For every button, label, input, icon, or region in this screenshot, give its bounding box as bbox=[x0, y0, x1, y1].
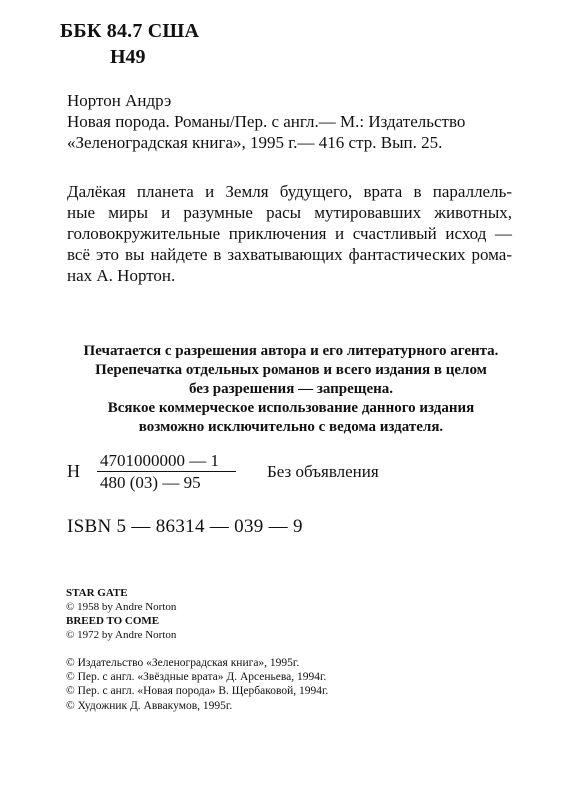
publication-code-letter: Н bbox=[67, 461, 80, 481]
annotation bbox=[67, 181, 512, 286]
author-name: Нортон Андрэ bbox=[67, 91, 172, 110]
original-copyright: © 1972 by Andre Norton bbox=[66, 629, 177, 641]
publication-code-denominator: 480 (03) — 95 bbox=[100, 473, 201, 492]
annotation-line: головокружительные приключения и счастливый исход — bbox=[67, 224, 512, 243]
annotation-line: Далёкая планета и Земля будущего, врата в параллель- bbox=[67, 182, 512, 201]
copyright-line: © Пер. с англ. «Новая порода» В. Щербаковой, 1994г. bbox=[66, 685, 329, 698]
notice-line: Печатается с разрешения автора и его литературного агента. bbox=[83, 343, 499, 359]
rights-notice bbox=[66, 342, 516, 437]
notice-line: возможно исключительно с ведома издателя. bbox=[138, 419, 444, 435]
copyright-line: © Издательство «Зеленоградская книга», 1995г. bbox=[66, 657, 300, 669]
annotation-line: нах А. Нортон. bbox=[67, 266, 176, 285]
copyright-line: © Художник Д. Аввакумов, 1995г. bbox=[66, 699, 233, 712]
notice-line: без разрешения — запрещена. bbox=[188, 381, 394, 397]
original-copyright: © 1958 by Andre Norton bbox=[66, 601, 177, 613]
isbn: ISBN 5 — 86314 — 039 — 9 bbox=[67, 516, 303, 537]
publication-code-numerator: 4701000000 — 1 bbox=[100, 451, 219, 470]
notice-line: Перепечатка отдельных романов и всего издания в целом bbox=[95, 362, 487, 378]
original-title: BREED TO COME bbox=[66, 615, 160, 627]
bibliographic-line-2: «Зеленоградская книга», 1995 г.— 416 стр. Вып. 25. bbox=[67, 133, 443, 152]
annotation-line: всё это вы найдете в захватывающих фантастических рома- bbox=[67, 245, 512, 264]
annotation-line: ные миры и разумные расы мутировавших животных, bbox=[67, 203, 512, 222]
copyright-line: © Пер. с англ. «Звёздные врата» Д. Арсеньева, 1994г. bbox=[66, 671, 327, 684]
original-title: STAR GATE bbox=[66, 587, 128, 599]
original-edition-2 bbox=[66, 614, 176, 642]
original-edition-1 bbox=[66, 586, 176, 614]
bibliographic-line-1: Новая порода. Романы/Пер. с англ.— М.: Издательство bbox=[67, 112, 466, 131]
bbk-classification: ББК 84.7 США bbox=[60, 20, 200, 42]
bibliographic-record bbox=[67, 90, 465, 153]
notice-line: Всякое коммерческое использование данного издания bbox=[107, 400, 475, 416]
author-sign-code: Н49 bbox=[110, 46, 146, 68]
publication-note: Без объявления bbox=[267, 462, 379, 481]
copyright-list bbox=[66, 656, 328, 713]
fraction-divider bbox=[97, 471, 236, 472]
